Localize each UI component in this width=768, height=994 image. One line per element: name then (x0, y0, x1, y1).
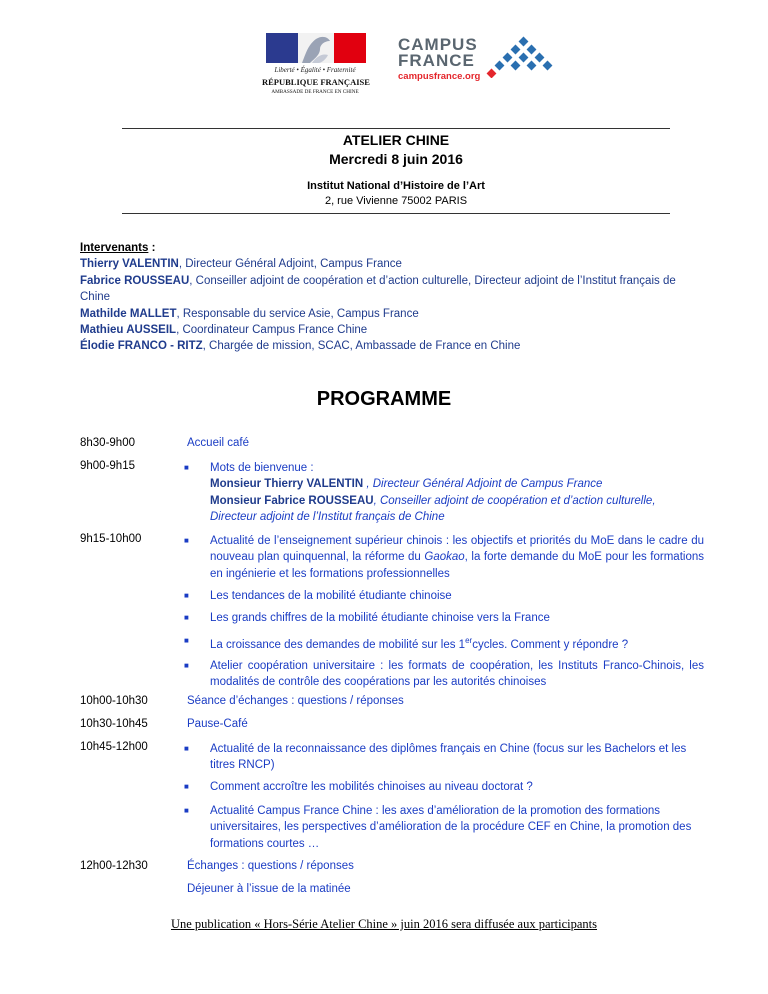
bullet-icon: ■ (184, 636, 189, 645)
event-title: ATELIER CHINE (342, 132, 450, 148)
speaker: Fabrice ROUSSEAU, Conseiller adjoint de coopération et d’action culturelle, Directeur adjoint de l’Institut français de Chine (80, 274, 676, 304)
list-item: Les grands chiffres de la mobilité étudiante chinoise vers la France (210, 612, 550, 624)
list-item: Actualité Campus France Chine : les axes d’amélioration de la promotion des formations universitaires, les perspectives d’amélioration de la procédure CEF en Chine, la promotion des formations courtes … (210, 805, 692, 850)
bottom-rule (122, 213, 670, 214)
rf-name: RÉPUBLIQUE FRANÇAISE (262, 77, 370, 87)
lunch-note: Déjeuner à l’issue de la matinée (187, 883, 351, 895)
cf-logo-line2: FRANCE (398, 51, 475, 70)
cf-logo-line1: CAMPUS (398, 35, 478, 54)
bullet-icon: ■ (184, 661, 189, 670)
campus-france-diamond-icon (484, 36, 564, 78)
welcome-item: Mots de bienvenue : Monsieur Thierry VALENTIN , Directeur Général Adjoint de Campus France Monsieur Fabrice ROUSSEAU, Conseiller adjoint de coopération et d’action culturelle, Directeur adjoint de l’Institut français de Chine (210, 462, 656, 524)
bullet-icon: ■ (184, 806, 189, 815)
bullet-icon: ■ (184, 463, 189, 472)
event-venue: Institut National d’Histoire de l’Art (307, 180, 485, 192)
event-address: 2, rue Vivienne 75002 PARIS (324, 195, 468, 207)
footer-note: Une publication « Hors-Série Atelier Chine » juin 2016 sera diffusée aux participants (170, 917, 598, 931)
speakers-heading: Intervenants : (80, 242, 156, 254)
list-item: Actualité de l’enseignement supérieur chinois : les objectifs et priorités du MoE dans le cadre du nouveau plan quinquennal, la réforme du Gaokao, la forte demande du MoE pour les formations en ingénierie et les formations professionnelles (210, 535, 704, 580)
cf-logo-url: campusfrance.org (398, 71, 481, 82)
slot-time: 8h30-9h00 (80, 437, 135, 449)
event-date: Mercredi 8 juin 2016 (329, 151, 463, 167)
speaker: Thierry VALENTIN, Directeur Général Adjoint, Campus France (80, 258, 402, 271)
republique-francaise-logo (262, 33, 368, 105)
bullet-icon: ■ (184, 613, 189, 622)
speaker: Mathieu AUSSEIL, Coordinateur Campus France Chine (80, 324, 368, 337)
rf-embassy: AMBASSADE DE FRANCE EN CHINE (271, 89, 359, 95)
rf-motto: Liberté • Égalité • Fraternité (274, 66, 356, 74)
slot-time: 12h00-12h30 (80, 860, 148, 872)
speaker: Mathilde MALLET, Responsable du service Asie, Campus France (80, 307, 419, 320)
list-item: Actualité de la reconnaissance des diplômes français en Chine (focus sur les Bachelors et les titres RNCP) (210, 743, 687, 772)
slot-time: 10h30-10h45 (80, 718, 148, 730)
slot-text: Pause-Café (187, 718, 248, 730)
slot-time: 10h00-10h30 (80, 695, 148, 707)
slot-text: Accueil café (187, 437, 250, 449)
slot-time: 9h15-10h00 (80, 533, 142, 545)
list-item: Comment accroître les mobilités chinoises au niveau doctorat ? (210, 781, 533, 793)
marianne-flag-icon (266, 33, 366, 63)
slot-text: Échanges : questions / réponses (187, 860, 354, 872)
slot-text: Séance d’échanges : questions / réponses (187, 695, 404, 707)
list-item: La croissance des demandes de mobilité sur les 1ercycles. Comment y répondre ? (210, 636, 629, 651)
list-item: Les tendances de la mobilité étudiante chinoise (210, 590, 452, 602)
bullet-icon: ■ (184, 536, 189, 545)
speaker: Élodie FRANCO - RITZ, Chargée de mission, SCAC, Ambassade de France en Chine (80, 340, 521, 353)
slot-time: 10h45-12h00 (80, 741, 148, 753)
top-rule (122, 128, 670, 129)
campus-france-logo (398, 36, 568, 88)
programme-title: PROGRAMME (316, 388, 452, 410)
slot-time: 9h00-9h15 (80, 460, 135, 472)
bullet-icon: ■ (184, 591, 189, 600)
bullet-icon: ■ (184, 744, 189, 753)
speakers-section (80, 240, 700, 355)
list-item: Atelier coopération universitaire : les formats de coopération, les Instituts Franco-Chinois, les modalités de contrôle des coopérations par les autorités chinoises (210, 660, 704, 689)
bullet-icon: ■ (184, 782, 189, 791)
